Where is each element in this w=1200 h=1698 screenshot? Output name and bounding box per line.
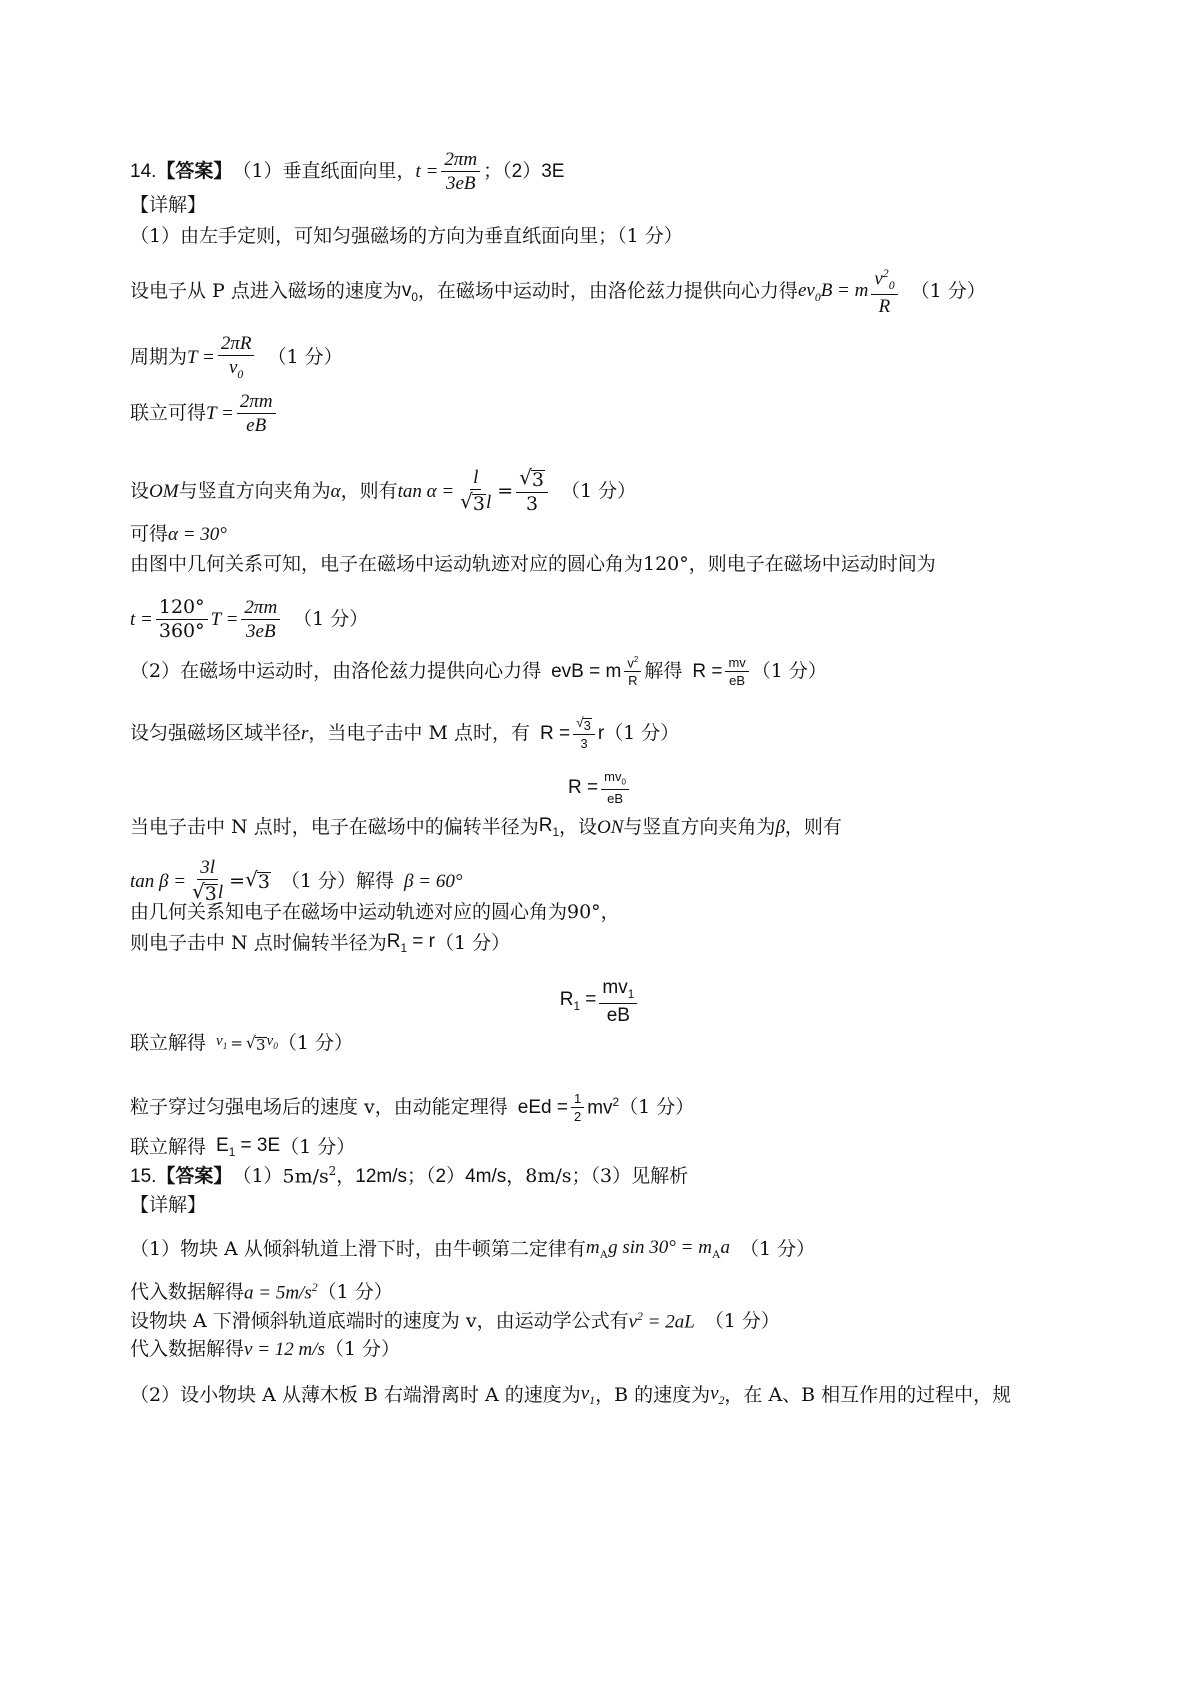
q14-answer-part2: ；（2）3E (483, 161, 565, 182)
q14-half-fraction: $\frac{1}{2}$ (571, 1092, 584, 1123)
q14-line-v1: 联立解得 $v_1$ = √ 3 $v_0$ （1 分） (130, 1032, 353, 1054)
q15-line-part2: （2）设小物块 A 从薄木板 B 右端滑离时 A 的速度为 $v_1$ ，B 的速度为 $v_2$ ，在 A、B 相互作用的过程中，规 (130, 1383, 1012, 1407)
q14-sqrt3-over-3: √ 3 3 (573, 716, 595, 750)
q14-line-alpha-result: 可得 α = 30° (130, 523, 227, 545)
q14-detail-heading: 【详解】 (130, 194, 207, 216)
q14-centripetal-fraction: $\frac{v^2_0}{R}$ (871, 268, 897, 316)
q14-time-fraction: $\frac{2\pi m}{3eB}$ (241, 598, 280, 641)
q14-tan-alpha-fraction: l √ 3 l (460, 467, 492, 515)
q14-part2-fraction: $\frac{v^2}{R}$ (624, 656, 641, 687)
q14-step1: （1）由左手定则，可知匀强磁场的方向为垂直纸面向里；（1 分） (130, 225, 683, 247)
q14-line-region-radius: 设匀强磁场区域半径 r ，当电子击中 M 点时，有 R = √ 3 3 r （1 分） (130, 715, 680, 751)
q15-number: 15. (130, 1165, 157, 1187)
q14-line-r1-formula: $R_1$ = $\frac{mv_1}{eB}$ (0, 978, 1200, 1025)
q15-line-newton: （1）物块 A 从倾斜轨道上滑下时，由牛顿第二定律有 $m_Ag$ $\sin 30^\circ = m_Aa$ （1 分） (130, 1237, 816, 1261)
q14-answer-line (130, 150, 564, 193)
q14-t-lhs: t = (415, 161, 439, 182)
q15-line-accel: 代入数据解得 $a = 5m/s^2$ （1 分） (130, 1280, 393, 1304)
q15-line-kinematics: 设物块 A 下滑倾斜轨道底端时的速度为 v，由运动学公式有 $v^2 = 2aL$ （1 分） (130, 1309, 780, 1333)
q14-mv0-fraction: $\frac{mv_0}{eB}$ (601, 770, 629, 805)
q14-tan-alpha-value: √ 3 3 (516, 468, 548, 514)
q14-mv1-fraction: $\frac{mv_1}{eB}$ (599, 978, 637, 1025)
q14-line-velocity: 设电子从 P 点进入磁场的速度为 $v_0$ ，在磁场中运动时，由洛伦兹力提供向心力得 $ev_0B = m$ $\frac{v^2_0}{R}$ （1 分） (130, 267, 986, 317)
q14-line-part2: （2）在磁场中运动时，由洛伦兹力提供向心力得 evB = m $\frac{v^2}{R}$ 解得 R = $\frac{mv}{eB}$ （1 分） (130, 655, 827, 689)
q14-line-energy: 粒子穿过匀强电场后的速度 v，由动能定理得 eEd = $\frac{1}{2}$ $mv^2$ （1 分） (130, 1091, 695, 1124)
q14-number: 14. (130, 161, 157, 182)
q14-radius-fraction: $\frac{mv}{eB}$ (725, 656, 748, 687)
q14-line-time: t = $\frac{120^\circ}{360^\circ}$ T = $\frac{2\pi m}{3eB}$ （1 分） (130, 596, 369, 642)
q14-line-tan-beta: tan β = 3l √ 3 l = √ 3 （1 分）解得 β = 60° (130, 857, 463, 905)
q14-line-geometry: 由图中几何关系可知，电子在磁场中运动轨迹对应的圆心角为120°，则电子在磁场中运动时间为 (130, 553, 936, 575)
q14-line-angle: 设 OM 与竖直方向夹角为 α ，则有 tan α = l √ 3 l = √ 3 3 （1 分） (130, 465, 637, 515)
q14-line-combine: 联立可得 T = $\frac{2\pi m}{eB}$ (130, 392, 279, 435)
q14-period-fraction: $\frac{2\pi R}{v_0}$ (218, 334, 255, 381)
q14-t-fraction: $\frac{2\pi m}{3eB}$ (441, 150, 480, 193)
q15-answer-tag: 【答案】 (156, 1164, 233, 1187)
q14-line-e1: 联立解得 $E_1 = 3E$ （1 分） (130, 1135, 356, 1159)
q14-line-radius-formula: R = $\frac{mv_0}{eB}$ (0, 770, 1200, 805)
q15-answer-line: 15. 【答案】 （1） $5m/s^2$ ，12m/s；（2）4m/s， 8m/s ；（3）见解析 (130, 1164, 689, 1188)
q14-line-period: 周期为 T = $\frac{2\pi R}{v_0}$ （1 分） (130, 333, 343, 381)
q14-angle-fraction: $\frac{120^\circ}{360^\circ}$ (156, 598, 208, 641)
q14-line-r1: 则电子击中 N 点时偏转半径为 $R_1 = r$ （1 分） (130, 931, 511, 955)
q14-answer-part1: （1）垂直纸面向里， (232, 160, 416, 182)
q15-line-speed: 代入数据解得 v = 12 m/s （1 分） (130, 1338, 401, 1360)
q14-tan-beta-fraction: 3l √ 3 l (192, 857, 224, 905)
q14-line-point-n: 当电子击中 N 点时，电子在磁场中的偏转半径为 $R_1$ ，设 ON 与竖直方向夹角为 β ，则有 (130, 815, 842, 839)
q14-answer-tag: 【答案】 (156, 160, 233, 182)
q14-line-90deg: 由几何关系知电子在磁场中运动轨迹对应的圆心角为90°， (130, 901, 620, 923)
q15-detail-heading: 【详解】 (130, 1194, 207, 1216)
q14-combine-fraction: $\frac{2\pi m}{eB}$ (237, 392, 276, 435)
